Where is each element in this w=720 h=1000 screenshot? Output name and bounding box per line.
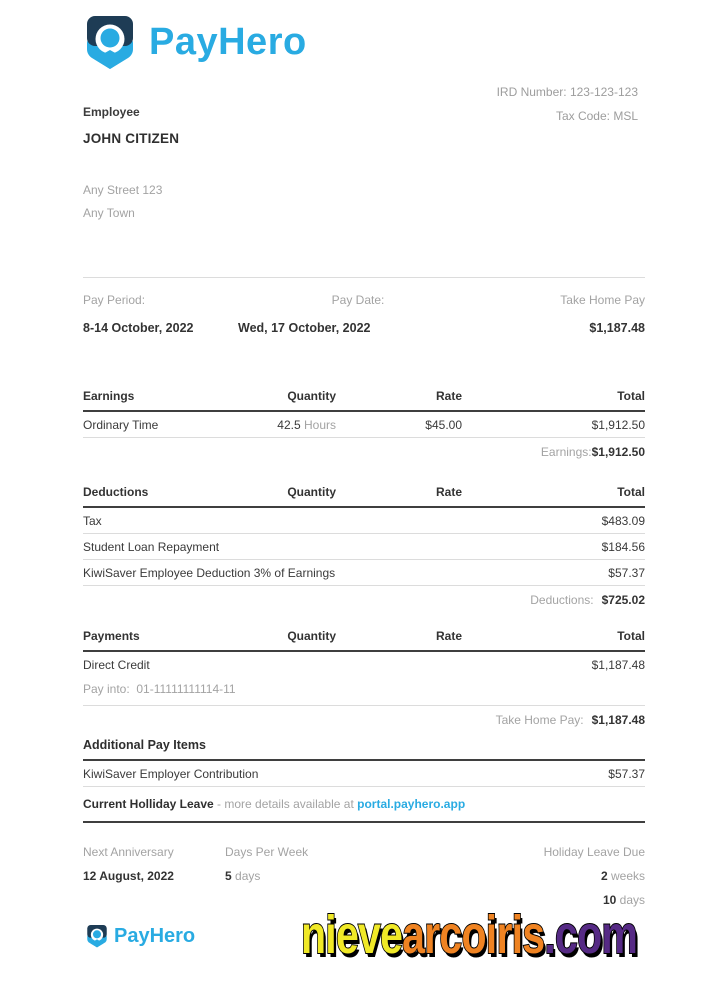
- quantity-header: Quantity: [287, 485, 336, 499]
- earning-name: Ordinary Time: [83, 418, 159, 432]
- quantity-unit: Hours: [300, 418, 336, 432]
- payhero-footer-logo: [86, 924, 195, 948]
- pay-into-label: Pay into:: [83, 682, 130, 696]
- pay-date-value: Wed, 17 October, 2022: [238, 321, 371, 335]
- quantity-header: Quantity: [287, 629, 336, 643]
- deductions-summary-label: Deductions:: [530, 593, 594, 607]
- table-row: [83, 412, 645, 438]
- payhero-footer-logo-icon: [86, 924, 108, 948]
- earning-rate: $45.00: [425, 418, 462, 432]
- days-per-week-block: [225, 840, 435, 912]
- payments-header: Payments: [83, 629, 140, 643]
- address-line-1: Any Street 123: [83, 183, 163, 197]
- holiday-leave-due-label: Holiday Leave Due: [543, 845, 645, 859]
- pay-date-label: Pay Date:: [331, 293, 385, 307]
- total-header: Total: [617, 389, 645, 403]
- earning-total: $1,912.50: [591, 418, 645, 432]
- deductions-summary: [83, 586, 645, 607]
- table-row: [83, 652, 645, 677]
- divider: [83, 821, 645, 823]
- ird-number: IRD Number: 123-123-123: [496, 85, 638, 99]
- holiday-leave-due-block: [435, 840, 645, 912]
- employee-label: Employee: [83, 105, 140, 119]
- address-line-2: Any Town: [83, 206, 135, 220]
- take-home-pay-value: $1,187.48: [589, 321, 645, 335]
- deductions-summary-value: $725.02: [601, 593, 645, 607]
- deduction-total: $483.09: [601, 514, 645, 528]
- quantity-header: Quantity: [287, 389, 336, 403]
- days-per-week-label: Days Per Week: [225, 845, 309, 859]
- employee-block: [83, 105, 179, 146]
- leave-due-days: 10 days: [602, 893, 645, 907]
- earnings-table: [83, 389, 645, 459]
- leave-due-weeks: 2 weeks: [600, 869, 645, 883]
- earning-quantity: [206, 418, 336, 432]
- table-row: [83, 761, 645, 787]
- additional-pay-total: $57.37: [608, 767, 645, 781]
- payhero-logo-icon: [84, 14, 136, 70]
- table-row: [83, 560, 645, 586]
- deduction-name: KiwiSaver Employee Deduction 3% of Earnings: [83, 566, 336, 580]
- payhero-logo-text: PayHero: [149, 20, 307, 63]
- nievearcoiris-watermark: [301, 906, 637, 965]
- deductions-header: Deductions: [83, 485, 149, 499]
- payments-header-row: [83, 629, 645, 652]
- total-header: Total: [617, 629, 645, 643]
- pay-summary: [83, 293, 645, 335]
- bank-account-number: 01-11111111114-11: [136, 682, 236, 696]
- divider: [83, 277, 645, 278]
- pay-period-value: 8-14 October, 2022: [83, 321, 194, 335]
- employee-name: JOHN CITIZEN: [83, 131, 180, 146]
- deduction-name: Student Loan Repayment: [83, 540, 220, 554]
- quantity-value: 42.5: [277, 418, 301, 432]
- take-home-pay-summary: [83, 706, 645, 727]
- take-home-summary-value: $1,187.48: [591, 713, 645, 727]
- watermark-part-3: .com: [544, 905, 638, 965]
- tax-code: Tax Code: MSL: [555, 109, 638, 123]
- deductions-table: [83, 485, 645, 607]
- total-header: Total: [617, 485, 645, 499]
- rate-header: Rate: [435, 485, 462, 499]
- rate-header: Rate: [435, 629, 462, 643]
- pay-summary-values: [83, 321, 645, 335]
- deduction-total: $57.37: [608, 566, 645, 580]
- payhero-logo: [84, 14, 307, 70]
- table-row: [83, 534, 645, 560]
- holiday-leave-subtitle: - more details available at: [213, 797, 358, 811]
- additional-pay-name: KiwiSaver Employer Contribution: [83, 767, 259, 781]
- payhero-footer-logo-text: PayHero: [114, 924, 196, 947]
- earnings-summary-label: Earnings:: [540, 445, 592, 459]
- holiday-leave-heading: [83, 797, 465, 811]
- table-row: [83, 508, 645, 534]
- earnings-summary: [83, 438, 645, 459]
- pay-summary-labels: [83, 293, 645, 307]
- next-anniversary-label: Next Anniversary: [83, 845, 174, 859]
- additional-pay-items-title: Additional Pay Items: [83, 738, 645, 761]
- payment-name: Direct Credit: [83, 658, 150, 672]
- deductions-header-row: [83, 485, 645, 508]
- next-anniversary-block: [83, 840, 225, 912]
- take-home-pay-label: Take Home Pay: [560, 293, 645, 307]
- earnings-header-row: [83, 389, 645, 412]
- payment-total: $1,187.48: [591, 658, 645, 672]
- tax-info: [497, 80, 638, 128]
- portal-link[interactable]: portal.payhero.app: [357, 797, 466, 811]
- watermark-part-1: nieve: [301, 905, 403, 965]
- earnings-header: Earnings: [83, 389, 135, 403]
- earnings-summary-value: $1,912.50: [591, 445, 645, 459]
- take-home-summary-label: Take Home Pay:: [495, 713, 584, 727]
- payments-table: [83, 629, 645, 787]
- next-anniversary-value: 12 August, 2022: [83, 869, 174, 883]
- deduction-name: Tax: [83, 514, 102, 528]
- holiday-leave-details: [83, 840, 645, 912]
- deduction-total: $184.56: [601, 540, 645, 554]
- employee-address: [83, 179, 162, 225]
- pay-into-row: [83, 677, 645, 706]
- holiday-leave-title: Current Holliday Leave: [83, 797, 214, 811]
- pay-period-label: Pay Period:: [83, 293, 146, 307]
- rate-header: Rate: [435, 389, 462, 403]
- watermark-part-2: arcoiris: [402, 905, 545, 965]
- days-per-week-value: 5 days: [225, 869, 261, 883]
